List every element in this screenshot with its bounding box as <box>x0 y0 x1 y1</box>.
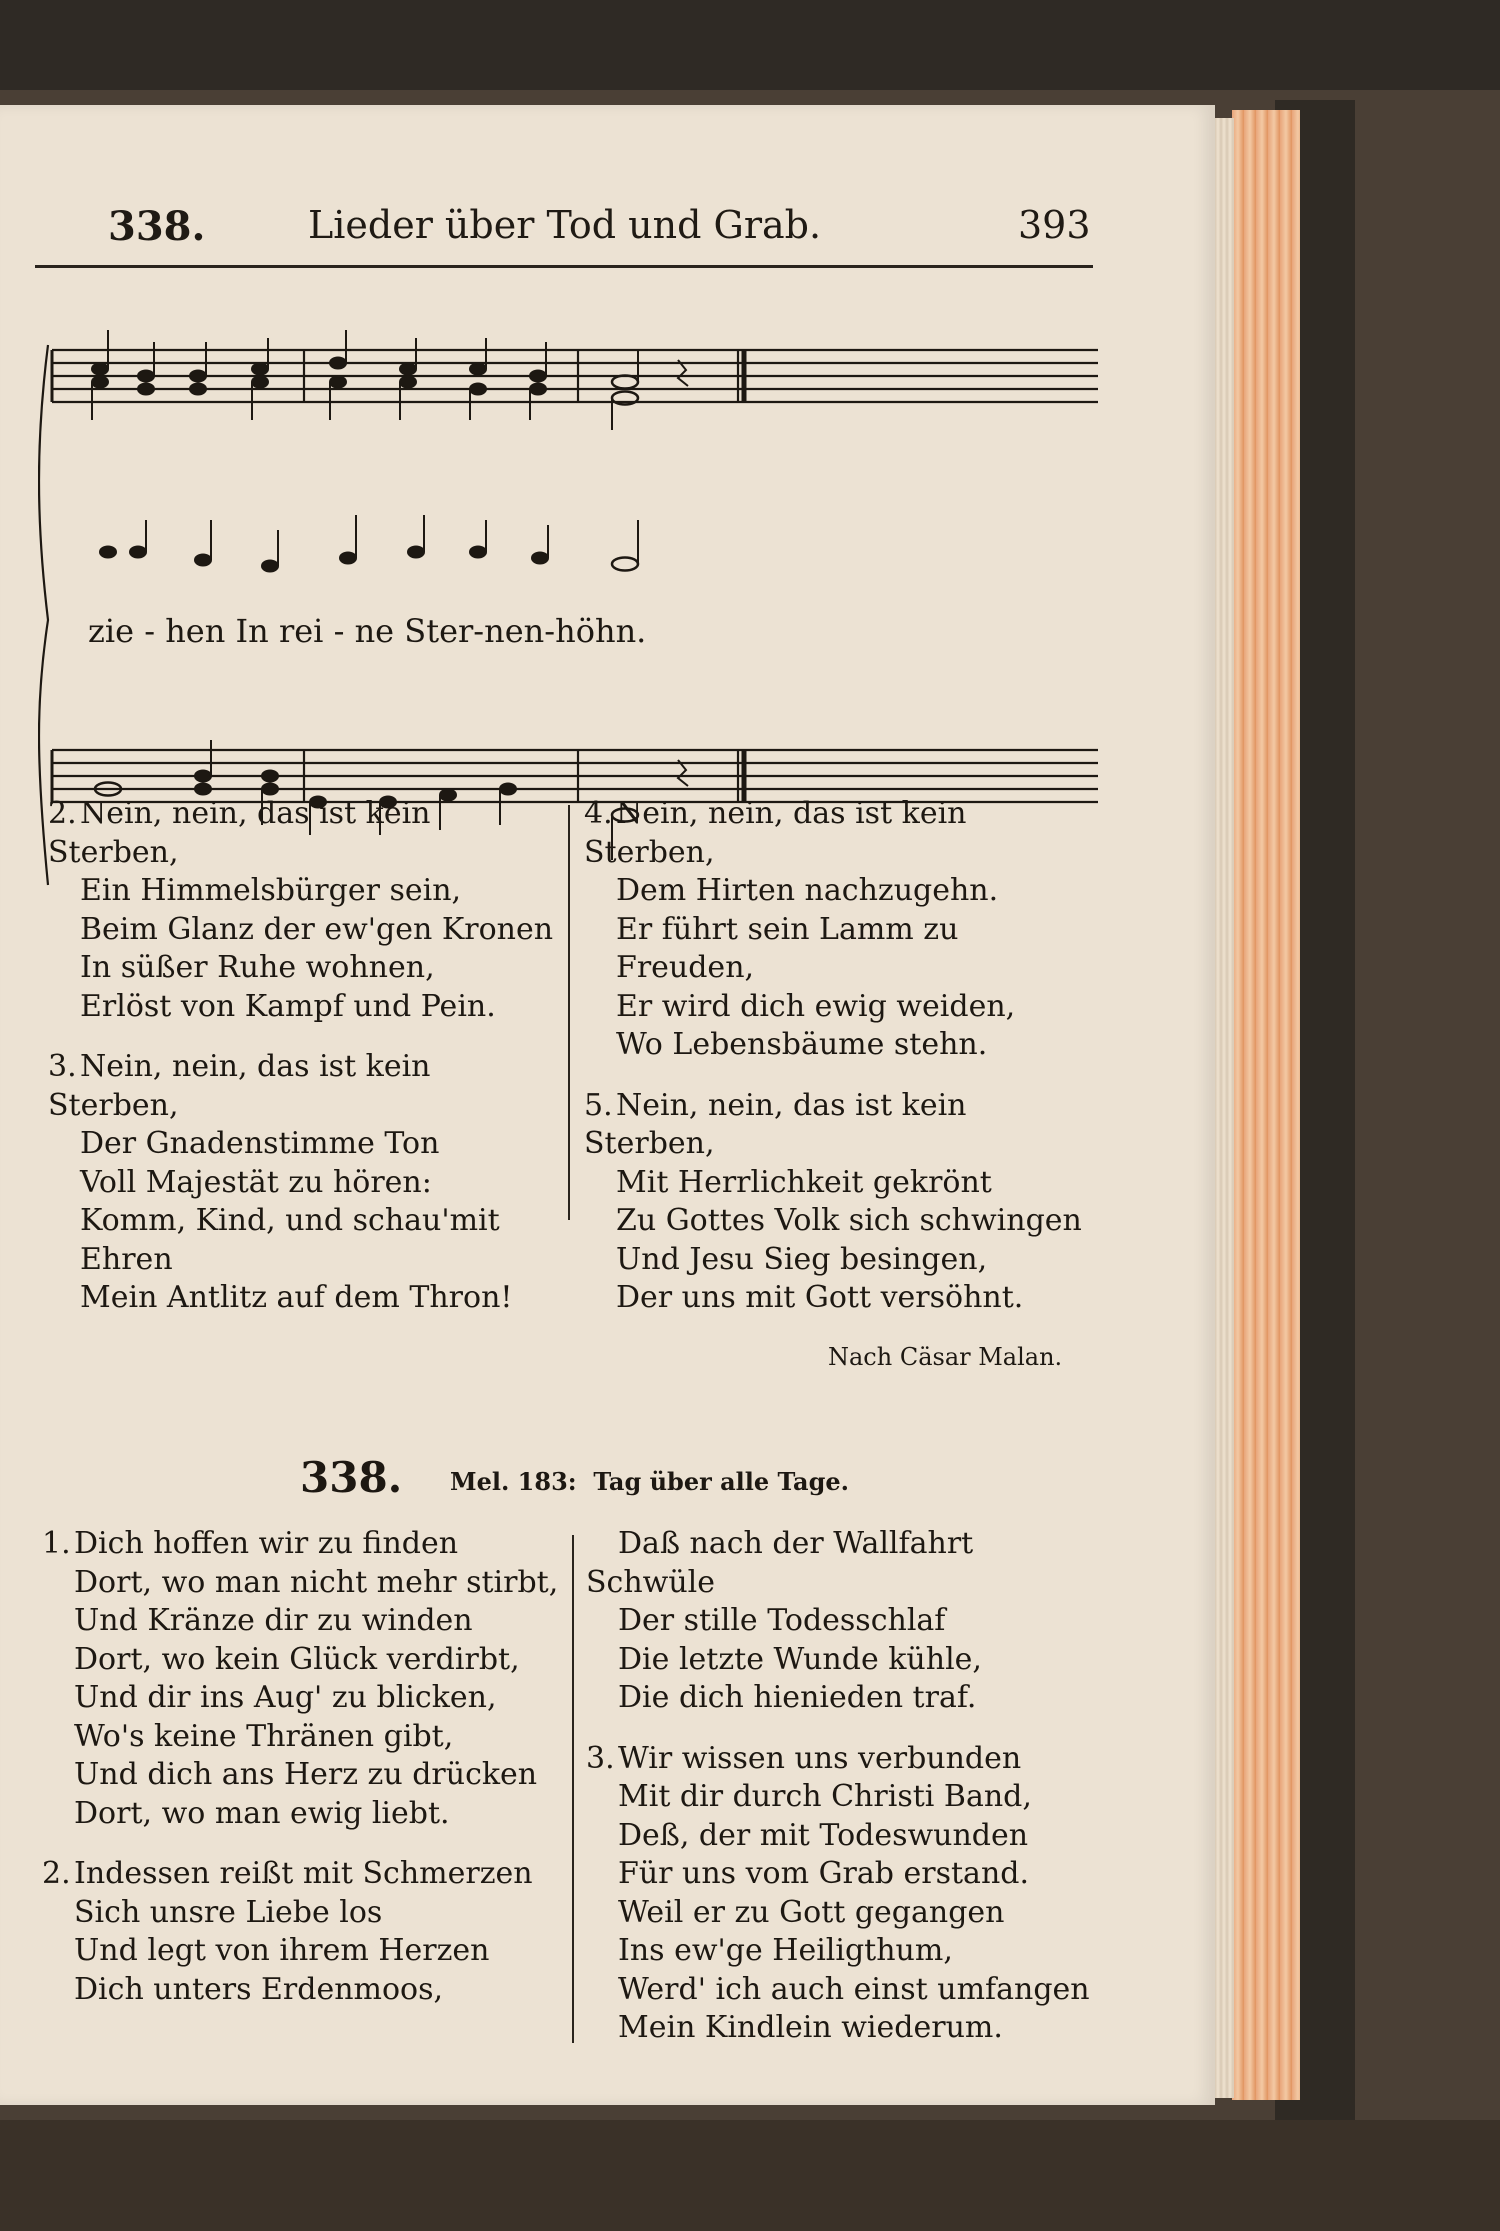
verse-line: Weil er zu Gott gegangen <box>618 1894 1005 1930</box>
verse-line: Dem Hirten nachzugehn. <box>616 873 999 908</box>
verse-line: Beim Glanz der ew'gen Kronen <box>80 911 554 947</box>
verse-line: Wir wissen uns verbunden <box>618 1740 1022 1776</box>
header-title: Lieder über Tod und Grab. <box>308 203 822 247</box>
verse-line: Deß, der mit Todeswunden <box>618 1817 1029 1853</box>
verse-3 <box>48 1048 568 1318</box>
column-divider-bottom <box>572 1535 574 2043</box>
verse-line: Daß nach der Wallfahrt Schwüle <box>586 1526 974 1600</box>
verse-line: Und Kränze dir zu winden <box>74 1603 473 1638</box>
verse-line: Komm, Kind, und schau'mit Ehren <box>80 1203 500 1277</box>
column-divider-top <box>568 805 570 1220</box>
verse-number: 2. <box>42 1856 71 1891</box>
author-attribution: Nach Cäsar Malan. <box>828 1343 1063 1371</box>
verse-line: Dort, wo kein Glück verdirbt, <box>74 1641 520 1677</box>
verse-number: 5. <box>584 1087 613 1123</box>
verse-line: Er wird dich ewig weiden, <box>616 988 1016 1024</box>
hymn2-verse-2-continued <box>586 1525 1106 1718</box>
verse-4 <box>584 795 1104 1065</box>
verses-right-column <box>584 795 1104 1340</box>
book-cover-top <box>0 0 1500 90</box>
verse-line: Dort, wo man ewig liebt. <box>74 1795 450 1831</box>
verse-line: Wo's keine Thränen gibt, <box>74 1718 454 1754</box>
verse-line: Er führt sein Lamm zu Freuden, <box>616 911 959 985</box>
verses-left-column <box>48 795 568 1340</box>
verse-line: Mit Herrlichkeit gekrönt <box>616 1164 992 1200</box>
verse-5 <box>584 1087 1104 1318</box>
verse-line: Die dich hienieden traf. <box>618 1680 977 1715</box>
hymn-number: 338. <box>300 1453 403 1502</box>
verse-line: Der stille Todesschlaf <box>618 1603 946 1638</box>
verse-line: Mein Kindlein wiederum. <box>618 2010 1003 2045</box>
verse-line: Sich unsre Liebe los <box>74 1894 383 1930</box>
verse-line: Voll Majestät zu hören: <box>80 1164 432 1200</box>
verse-line: Der Gnadenstimme Ton <box>80 1126 440 1161</box>
verse-line: Dich unters Erdenmoos, <box>74 1971 444 2007</box>
verse-2 <box>48 795 568 1026</box>
verse-line: Und dich ans Herz zu drücken <box>74 1757 538 1792</box>
verse-line: Der uns mit Gott versöhnt. <box>616 1280 1024 1315</box>
book-page <box>0 105 1215 2105</box>
hymn2-left-column <box>42 1525 572 2031</box>
verse-line: Mit dir durch Christi Band, <box>618 1779 1032 1814</box>
music-lyric-line: zie - hen In rei - ne Ster-nen-höhn. <box>88 612 647 650</box>
verse-number: 4. <box>584 796 613 831</box>
verse-line: Zu Gottes Volk sich schwingen <box>616 1203 1082 1238</box>
running-header <box>108 203 1091 263</box>
hymn2-verse-3 <box>586 1740 1106 2048</box>
verse-line: Nein, nein, das ist kein Sterben, <box>48 1049 431 1123</box>
verse-line: Und legt von ihrem Herzen <box>74 1933 490 1968</box>
verse-line: Indessen reißt mit Schmerzen <box>74 1856 533 1891</box>
verse-line: Nein, nein, das ist kein Sterben, <box>584 1087 967 1161</box>
hymn2-verse-1 <box>42 1525 572 1833</box>
page-edges-paper <box>1212 118 1234 2098</box>
verse-line: Mein Antlitz auf dem Thron! <box>80 1280 513 1315</box>
verse-line: Dort, wo man nicht mehr stirbt, <box>74 1564 559 1600</box>
header-hymn-number: 338. <box>108 203 206 250</box>
verse-line: Nein, nein, das ist kein Sterben, <box>48 796 431 870</box>
verse-line: Die letzte Wunde kühle, <box>618 1641 982 1677</box>
hymn-heading <box>300 1453 1000 1503</box>
verse-number: 1. <box>42 1526 71 1561</box>
verse-line: Wo Lebensbäume stehn. <box>616 1027 988 1062</box>
melody-reference: Mel. 183: Tag über alle Tage. <box>450 1467 850 1496</box>
verse-number: 3. <box>586 1740 615 1776</box>
verse-line: Ein Himmelsbürger sein, <box>80 873 462 908</box>
book-cover-bottom <box>0 2120 1500 2231</box>
page-number: 393 <box>1018 203 1091 247</box>
verse-line: Nein, nein, das ist kein Sterben, <box>584 796 967 870</box>
verse-line: Und dir ins Aug' zu blicken, <box>74 1680 497 1715</box>
verse-number: 3. <box>48 1049 77 1084</box>
verse-line: Erlöst von Kampf und Pein. <box>80 988 496 1024</box>
verse-number: 2. <box>48 796 77 831</box>
verse-line: Dich hoffen wir zu finden <box>74 1526 459 1561</box>
verse-line: Werd' ich auch einst umfangen <box>618 1971 1090 2007</box>
header-rule <box>35 265 1093 268</box>
page-edges-colored <box>1232 110 1300 2100</box>
verse-line: Ins ew'ge Heiligthum, <box>618 1933 953 1968</box>
verse-line: Für uns vom Grab erstand. <box>618 1856 1030 1891</box>
verse-line: Und Jesu Sieg besingen, <box>616 1241 988 1277</box>
verse-line: In süßer Ruhe wohnen, <box>80 950 435 985</box>
hymn2-verse-2 <box>42 1855 572 2009</box>
hymn2-right-column <box>586 1525 1106 2070</box>
